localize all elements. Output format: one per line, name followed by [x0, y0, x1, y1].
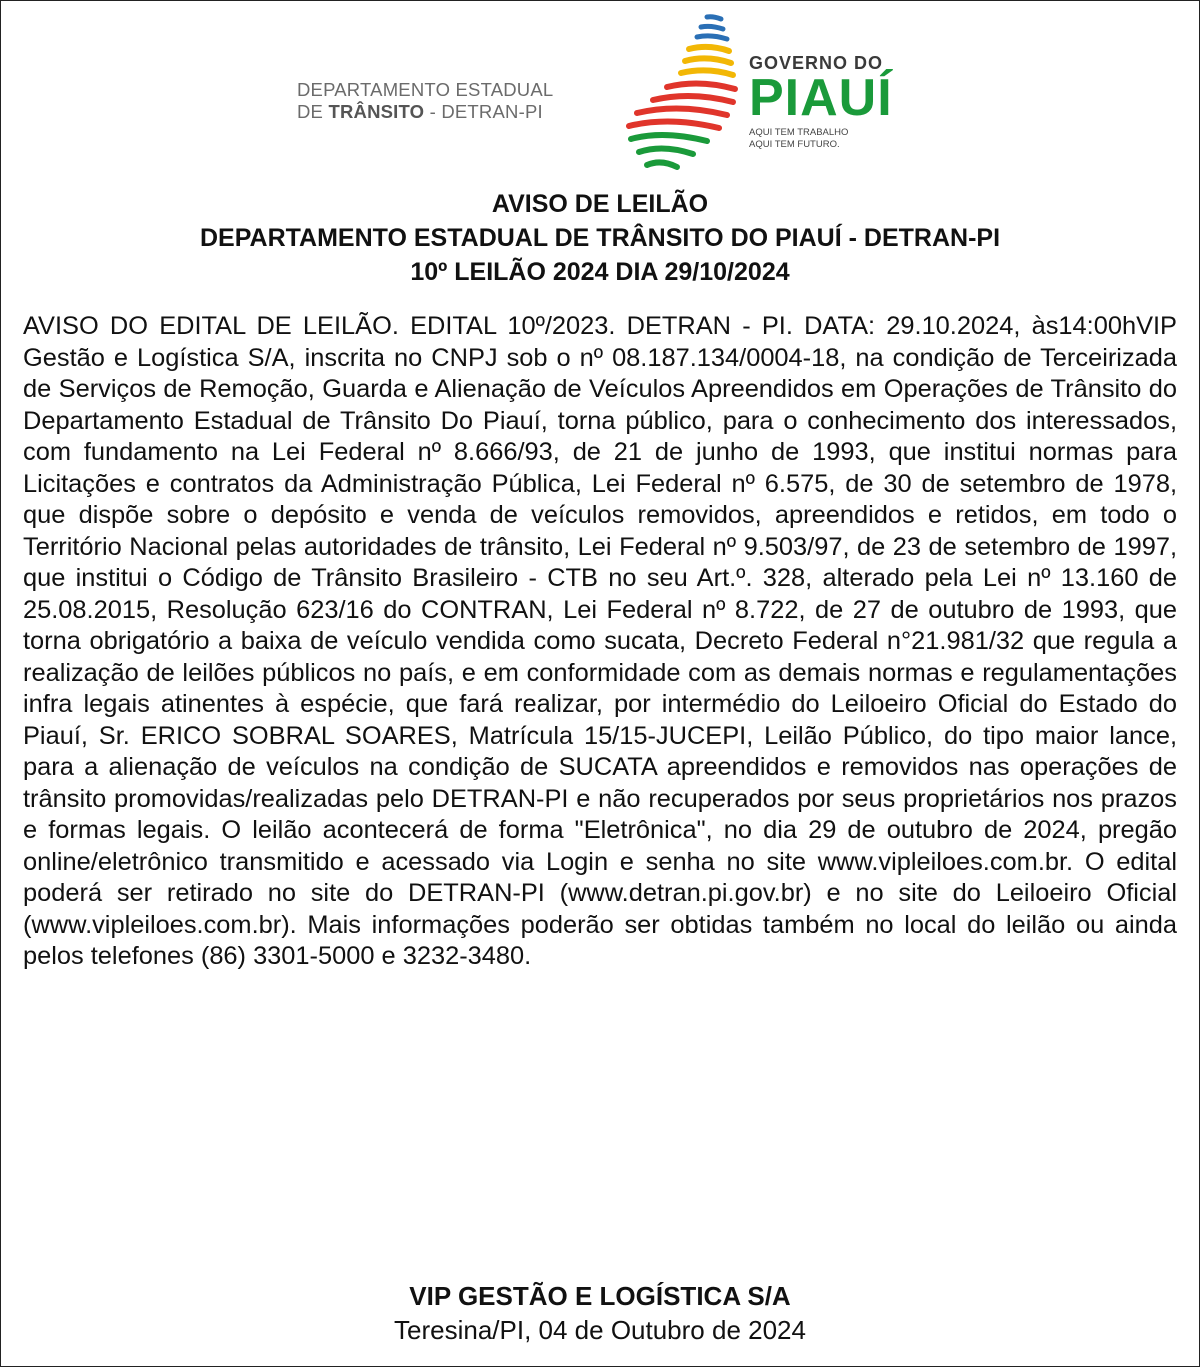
emblem-stripe-green-3 [647, 162, 677, 167]
gov-logo-tagline1: AQUI TEM TRABALHO [749, 127, 849, 138]
footer-company: VIP GESTÃO E LOGÍSTICA S/A [409, 1281, 791, 1311]
emblem-stripe-red-2 [653, 96, 733, 102]
title-line1: AVISO DE LEILÃO [491, 190, 709, 218]
detran-logo-line2 [297, 101, 597, 123]
emblem-stripe-green-1 [631, 135, 707, 141]
emblem-stripe-yellow-1 [689, 47, 729, 51]
emblem-stripe-blue-1 [707, 17, 721, 19]
detran-logo [297, 79, 597, 123]
detran-logo-prefix: DE [297, 101, 329, 122]
emblem-stripe-yellow-2 [685, 58, 731, 63]
emblem-stripe-red-4 [629, 121, 719, 128]
emblem-stripe-blue-2 [701, 26, 723, 29]
notice-body: AVISO DO EDITAL DE LEILÃO. EDITAL 10º/2023. DETRAN - PI. DATA: 29.10.2024, às14:00hVIP Gestão e Logística S/A, inscrita no CNPJ sob o nº 08.187.134/0004-18, na condição de Terceirizada de Serviços de Remoção, Guarda e Alienação de Veículos Apreendidos em Operações de Trânsito do Departamento Estadual de Trânsito Do Piauí, torna público, para o conhecimento dos interessados, com fundamento na Lei Federal nº 8.666/93, de 21 de junho de 1993, que institui normas para Licitações e contratos da Administração Pública, Lei Federal nº 6.575, de 30 de setembro de 1978, que dispõe sobre o depósito e venda de veículos removidos, apreendidos e retidos, em todo o Território Nacional pelas autoridades de trânsito, Lei Federal nº 9.503/97, de 23 de setembro de 1997, que institui o Código de Trânsito Brasileiro - CTB no seu Art.º. 328, alterado pela Lei nº 13.160 de 25.08.2015, Resolução 623/16 do CONTRAN, Lei Federal nº 8.722, de 27 de outubro de 1993, que torna obrigatório a baixa de veículo vendida como sucata, Decreto Federal n°21.981/32 que regula a realização de leilões públicos no país, e em conformidade com as demais normas e regulamentações infra legais atinentes à espécie, que fará realizar, por intermédio do Leiloeiro Oficial do Estado do Piauí, Sr. ERICO SOBRAL SOARES, Matrícula 15/15-JUCEPI, Leilão Público, do tipo maior lance, para a alienação de veículos na condição de SUCATA apreendidos e removidos nas operações de trânsito promovidas/realizadas pelo DETRAN-PI e não recuperados por seus proprietários nos prazos e formas legais. O leilão acontecerá de forma "Eletrônica", no dia 29 de outubro de 2024, pregão online/eletrônico transmitido e acessado via Login e senha no site www.vipleiloes.com.br. O edital poderá ser retirado no site do DETRAN-PI (www.detran.pi.gov.br) e no site do Leiloeiro Oficial (www.vipleiloes.com.br). Mais informações poderão ser obtidas também no local do leilão ou ainda pelos telefones (86) 3301-5000 e 3232-3480. [23, 312, 1177, 970]
emblem-stripe-blue-3 [697, 36, 727, 39]
emblem-stripes [629, 17, 735, 167]
gov-logo-name: PIAUÍ [749, 69, 893, 127]
footer [1, 1279, 1199, 1347]
emblem-stripe-red-3 [637, 108, 727, 115]
piaui-map-emblem-icon [623, 13, 741, 175]
gov-logo-tagline2: AQUI TEM FUTURO. [749, 139, 840, 150]
gov-logo-line1: GOVERNO DO [749, 53, 884, 73]
detran-logo-strong: TRÂNSITO [328, 101, 425, 122]
title-line3: 10º LEILÃO 2024 DIA 29/10/2024 [410, 258, 790, 286]
title-line2: DEPARTAMENTO ESTADUAL DE TRÂNSITO DO PIAUÍ - DETRAN-PI [199, 224, 1001, 252]
footer-place-date: Teresina/PI, 04 de Outubro de 2024 [394, 1315, 806, 1345]
governo-piaui-logo [749, 53, 949, 151]
detran-logo-suffix: - DETRAN-PI [424, 101, 543, 122]
emblem-stripe-green-2 [639, 148, 693, 154]
notice-title [1, 187, 1199, 289]
emblem-stripe-yellow-3 [681, 70, 733, 75]
detran-logo-line1: DEPARTAMENTO ESTADUAL [297, 79, 554, 100]
emblem-stripe-red-1 [667, 83, 735, 89]
header [1, 1, 1199, 181]
